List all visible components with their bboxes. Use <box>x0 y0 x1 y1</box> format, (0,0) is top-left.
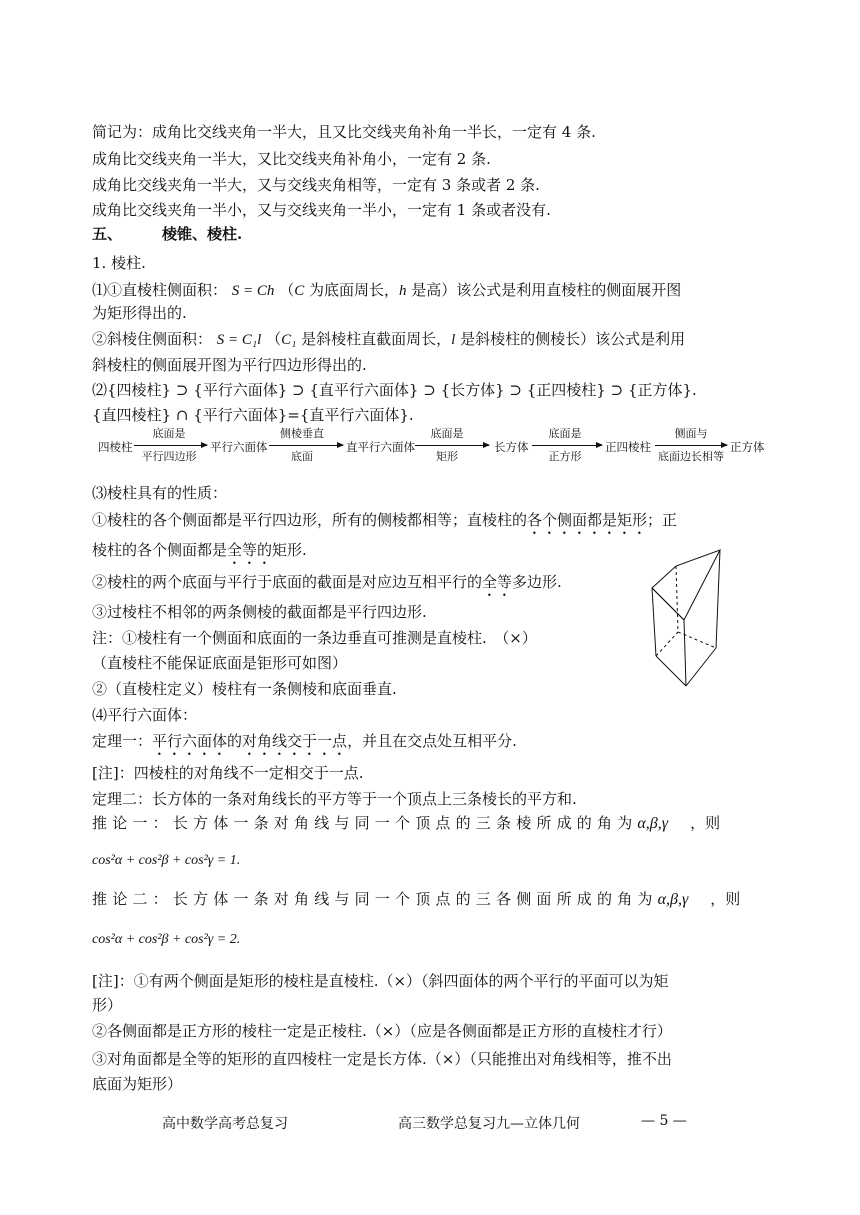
note-1-figure-ref: （直棱柱不能保证底面是钜形可如图） <box>92 654 348 672</box>
flow-label-top: 底面是 <box>548 427 582 440</box>
para-oblique-prism-area: ②斜棱住侧面积： S = C₁l （C₁ 是斜棱柱直截面周长，l 是斜棱柱的侧棱长）该公式是利用 <box>92 330 686 348</box>
corollary-1: 推论一：长方体一条对角线与同一个顶点的三条棱所成的角为α,β,γ ，则 <box>92 814 721 832</box>
summary-line-4: 成角比交线夹角一半小，又与交线夹角一半小，一定有 1 条或者没有. <box>92 201 551 219</box>
flow-arrow <box>415 445 489 446</box>
footer-center: 高三数学总复习九—立体几何 <box>398 1116 580 1132</box>
property-2: ②棱柱的两个底面与平行于底面的截面是对应边互相平行的全等多边形. <box>92 573 562 591</box>
summary-line-1: 简记为：成角比交线夹角一半大，且又比交线夹角补角一半长，一定有 4 条. <box>92 123 596 141</box>
theorem-2: 定理二：长方体的一条对角线长的平方等于一个顶点上三条棱长的平方和. <box>92 790 577 808</box>
flow-label-top: 侧棱垂直 <box>280 427 324 440</box>
flow-node: 正四棱柱 <box>605 440 651 454</box>
note-4-cont: 形） <box>92 996 123 1014</box>
corollary-2-formula: cos²α + cos²β + cos²γ = 2. <box>92 932 241 947</box>
note-3: [注]：四棱柱的对角线不一定相交于一点. <box>92 764 364 782</box>
flow-arrow <box>655 445 727 446</box>
para-oblique-prism-area-cont: 斜棱柱的侧面展开图为平行四边形得出的. <box>92 356 367 374</box>
flow-label-bottom: 矩形 <box>436 450 458 463</box>
corollary-1-formula: cos²α + cos²β + cos²γ = 1. <box>92 853 241 868</box>
flow-arrow <box>134 445 207 446</box>
note-1: 注：①棱柱有一个侧面和底面的一条边垂直可推测是直棱柱. （×） <box>92 629 537 647</box>
flow-node: 正方体 <box>730 440 765 454</box>
property-3: ③过棱柱不相邻的两条侧棱的截面都是平行四边形. <box>92 603 427 621</box>
properties-title: ⑶棱柱具有的性质： <box>92 484 228 502</box>
summary-line-2: 成角比交线夹角一半大，又比交线夹角补角小，一定有 2 条. <box>92 150 491 168</box>
note-6: ③对角面都是全等的矩形的直四棱柱一定是长方体.（×）（只能推出对角线相等，推不出 <box>92 1050 672 1068</box>
flow-label-bottom: 底面 <box>291 450 313 463</box>
page-number: — 5 — <box>641 1113 687 1129</box>
flow-label-bottom: 平行四边形 <box>141 450 197 463</box>
formula-s-c1l: S = C₁l <box>216 332 262 348</box>
note-6-cont: 底面为矩形） <box>92 1075 183 1093</box>
corollary-2: 推论二：长方体一条对角线与同一个顶点的三各侧面所成的角为α,β,γ ，则 <box>92 890 741 908</box>
property-1-cont: 棱柱的各个侧面都是全等的矩形. <box>92 541 307 559</box>
parallelepiped-heading: ⑷平行六面体： <box>92 706 198 724</box>
formula-s-ch: S = Ch <box>231 283 275 299</box>
flow-label-top: 底面是 <box>152 427 186 440</box>
section-heading <box>92 224 242 244</box>
flow-node: 平行六面体 <box>210 440 268 454</box>
oblique-prism-figure <box>644 548 724 688</box>
note-4: [注]：①有两个侧面是矩形的棱柱是直棱柱.（×）（斜四面体的两个平行的平面可以为矩 <box>92 972 669 990</box>
flow-label-top: 侧面与 <box>674 427 708 440</box>
flow-node: 长方体 <box>494 440 529 454</box>
footer-left: 高中数学高考总复习 <box>162 1116 288 1132</box>
note-5: ②各侧面都是正方形的棱柱一定是正棱柱.（×）（应是各侧面都是正方形的直棱柱才行） <box>92 1022 672 1040</box>
para-right-prism-area: ⑴①直棱柱侧面积： S = Ch （C 为底面周长，h 是高）该公式是利用直棱柱的侧面展开图 <box>92 281 682 299</box>
flow-node: 直平行六面体 <box>346 440 415 454</box>
theorem-1: 定理一：平行六面体的对角线交于一点，并且在交点处互相平分. <box>92 732 517 750</box>
summary-line-3: 成角比交线夹角一半大，又与交线夹角相等，一定有 3 条或者 2 条. <box>92 176 540 194</box>
section-number: 五、 <box>92 225 123 243</box>
para-right-prism-area-cont: 为矩形得出的. <box>92 304 187 322</box>
note-2: ②（直棱柱定义）棱柱有一条侧棱和底面垂直. <box>92 680 397 698</box>
set-intersection: {直四棱柱} ∩ {平行六面体}={直平行六面体}. <box>92 406 414 424</box>
prism-classification-flow <box>92 428 772 468</box>
set-inclusion-chain: ⑵{四棱柱} ⊃ {平行六面体} ⊃ {直平行六面体} ⊃ {长方体} ⊃ {正四棱柱} ⊃ {正方体}. <box>92 381 697 399</box>
property-1: ①棱柱的各个侧面都是平行四边形，所有的侧棱都相等；直棱柱的各个侧面都是矩形；正 <box>92 511 678 529</box>
section-title: 棱锥、棱柱. <box>162 225 243 243</box>
flow-node: 四棱柱 <box>98 440 133 454</box>
flow-arrow <box>269 445 343 446</box>
flow-label-bottom: 底面边长相等 <box>658 450 724 463</box>
subheading-prism: 1. 棱柱. <box>92 254 146 272</box>
flow-label-bottom: 正方形 <box>548 450 582 463</box>
flow-arrow <box>532 445 602 446</box>
flow-label-top: 底面是 <box>430 427 464 440</box>
